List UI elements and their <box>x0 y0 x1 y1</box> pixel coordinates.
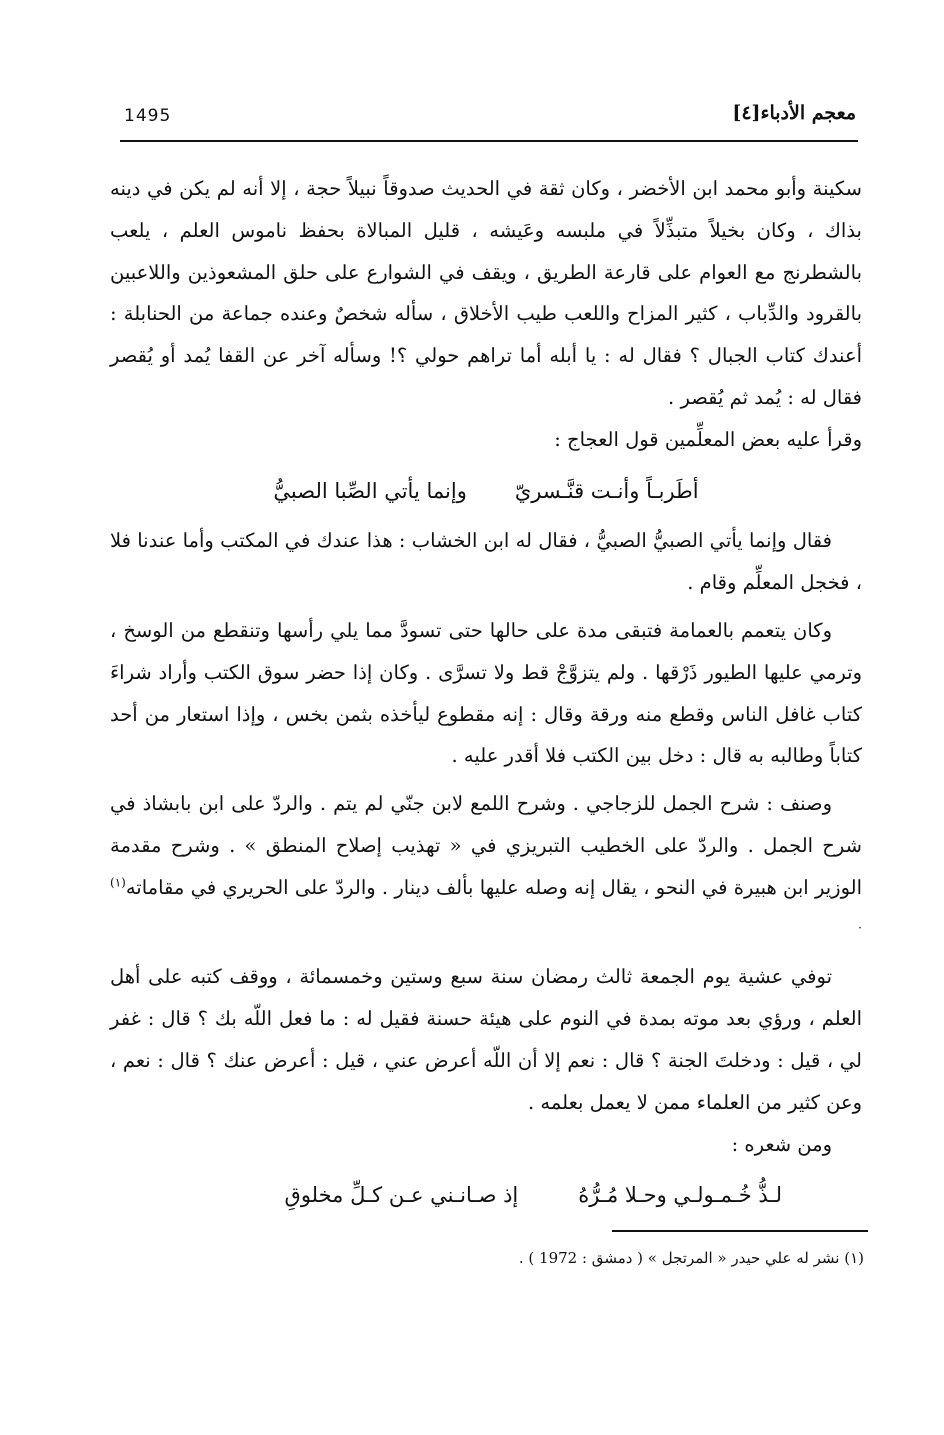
header-rule <box>120 140 858 142</box>
poem-verse <box>110 1175 862 1217</box>
footnote-rule <box>612 1230 868 1232</box>
paragraph: توفي عشية يوم الجمعة ثالث رمضان سنة سبع وستين وخمسمائة ، ووقف كتبه على أهل العلم ، ورؤي بعد موته بمدة في النوم على هيئة حسنة فقيل له : ما فعل اللّه بك ؟ قال : غفر لي ، قيل : ودخلتَ الجنة ؟ قال : نعم إلا أن اللّه أعرض عني ، قيل : أعرض عنك ؟ قال : نعم ، وعن كثير من العلماء ممن لا يعمل بعلمه . <box>110 965 862 1114</box>
paragraph: ومن شعره : <box>731 1132 832 1156</box>
paragraph: سكينة وأبو محمد ابن الأخضر ، وكان ثقة في الحديث صدوقاً نبيلاً حجة ، إلا أنه لم يكن في دينه بذاك ، وكان بخيلاً متبذِّلاً في ملبسه وعَيشه ، قليل المبالاة بحفظ ناموس العلم ، يلعب بالشطرنج مع العوام على قارعة الطريق ، ويقف في الشوارع على حلق المشعوذين واللاعبين بالقرود والدِّباب ، كثير المزاح واللعب طيب الأخلاق ، سأله شخصٌ وعنده جماعة من الحنابلة : أعندك كتاب الجبال ؟ فقال له : يا أبله أما تراهم حولي ؟! وسأله آخر عن القفا يُمد أو يُقصر فقال له : يُمد ثم يُقصر . <box>110 177 862 409</box>
footnote: (١) نشر له علي حيدر « المرتجل » ( دمشق : 1972 ) . <box>518 1249 864 1267</box>
paragraph: فقال وإنما يأتي الصبيُّ الصبيُّ ، فقال له ابن الخشاب : هذا عندك في المكتب وأما عندنا فلا ، فخجل المعلِّم وقام . <box>110 529 862 595</box>
paragraph <box>110 783 862 950</box>
poem-verse <box>110 471 862 513</box>
running-header-title: معجم الأدباء[٤] <box>732 102 856 124</box>
verse-hemistich-first: لـذُّ خُـمـولـي وحـلا مُـرُّهُ <box>578 1183 782 1208</box>
paragraph: وكان يتعمم بالعمامة فتبقى مدة على حالها حتى تسودَّ مما يلي رأسها وتنقطع من الوسخ ، وترمي عليها الطيور ذَرْقها . ولم يتزوَّجْ قط ولا تسرَّى . وكان إذا حضر سوق الكتب وأراد شراءَ كتاب غافل الناس وقطع منه ورقة وقال : إنه مقطوع ليأخذه بثمن بخس ، وإذا استعار من أحد كتاباً وطالبه به قال : دخل بين الكتب فلا أقدر عليه . <box>110 618 862 768</box>
paragraph: وقرأ عليه بعض المعلِّمين قول العجاج : <box>554 427 862 451</box>
verse-hemistich-second: وإنما يأتي الصِّبا الصبيُّ <box>273 478 467 503</box>
paragraph-text: وصنف : شرح الجمل للزجاجي . وشرح اللمع لابن جنّي لم يتم . والردّ على ابن بابشاذ في شرح الجمل . والردّ على الخطيب التبريزي في « تهذيب إصلاح المنطق » . وشرح مقدمة الوزير ابن هبيرة في النحو ، يقال إنه وصله عليها بألف دينار . والردّ على الحريري في مقاماته <box>110 792 862 899</box>
footnote-reference: (١) . <box>110 875 862 932</box>
verse-hemistich-second: إذ صـانـني عـن كـلِّ مخلوقِ <box>284 1183 519 1208</box>
main-text <box>110 168 862 1225</box>
verse-hemistich-first: أطَربـاً وأنـت قنَّـسريّ <box>514 478 699 503</box>
page-number: 1495 <box>124 106 172 126</box>
